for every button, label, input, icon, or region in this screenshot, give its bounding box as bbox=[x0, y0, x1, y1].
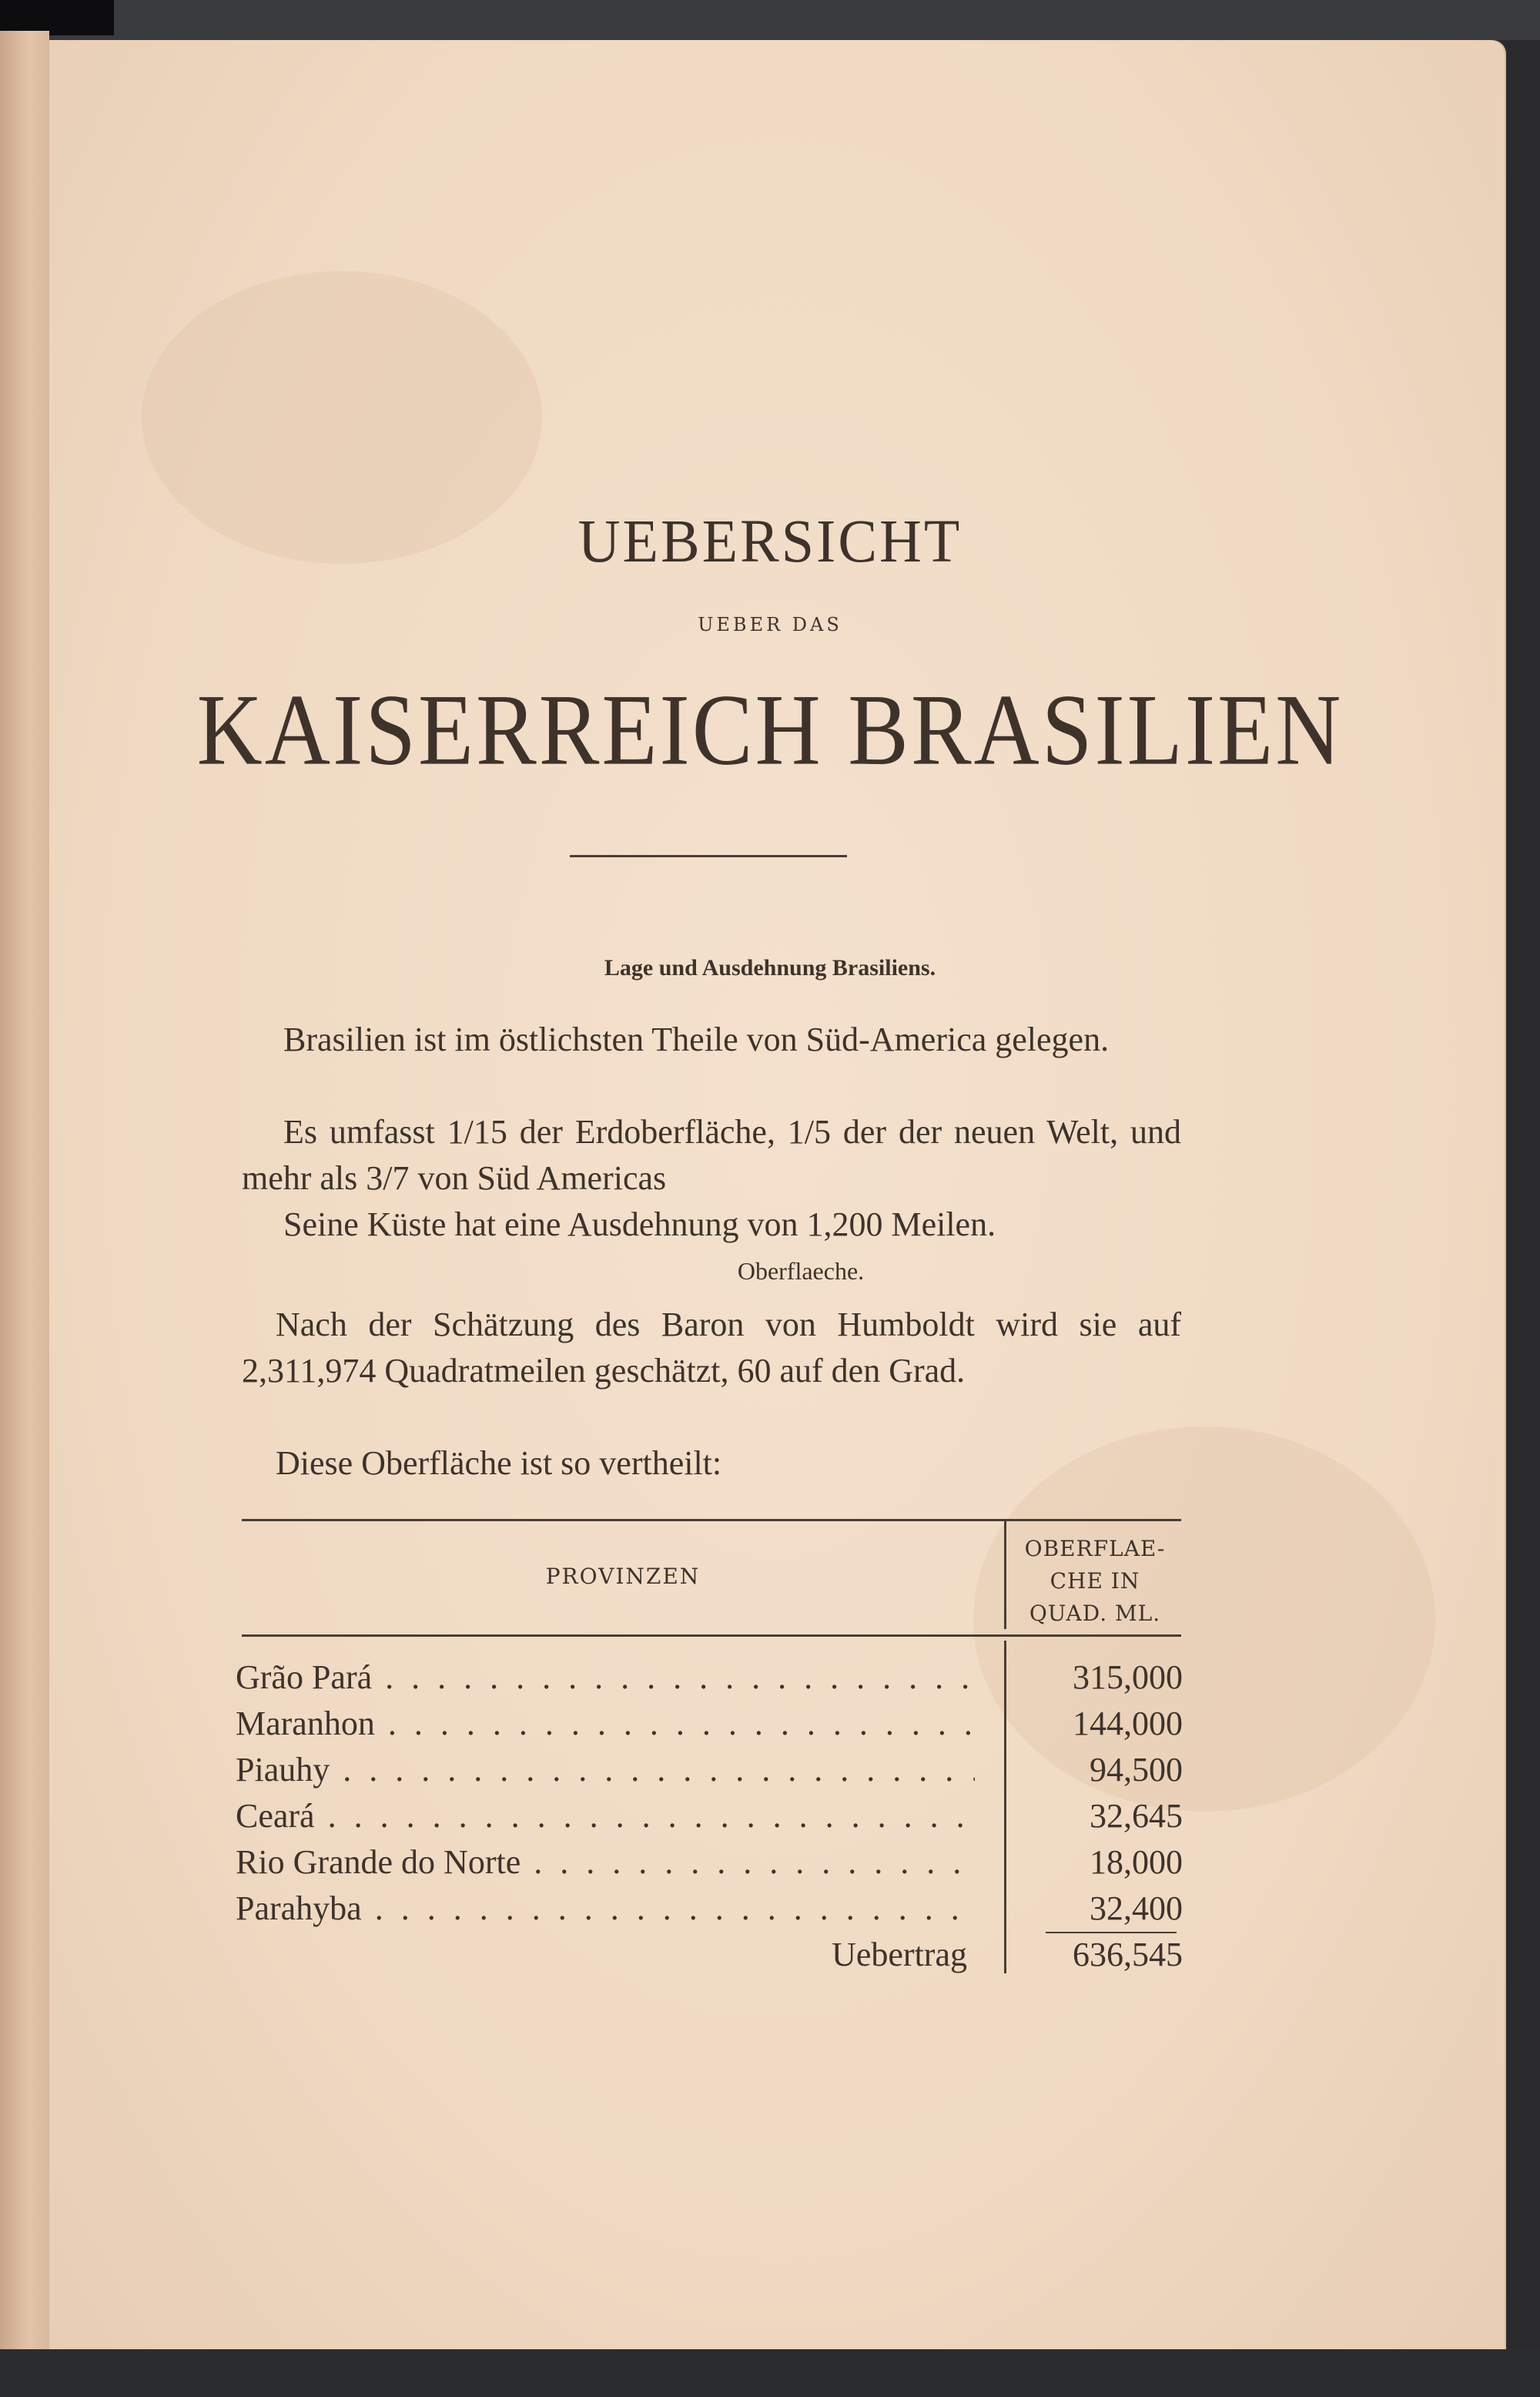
page-subtitle: UEBER DAS bbox=[698, 614, 842, 635]
main-title: KAISERREICH BRASILIEN bbox=[196, 673, 1344, 786]
header-area-line: OBERFLAE- bbox=[1024, 1536, 1166, 1561]
header-area-line: CHE IN bbox=[1050, 1568, 1140, 1594]
paragraph: Diese Oberfläche ist so vertheilt: bbox=[276, 1444, 722, 1482]
table-row bbox=[236, 1793, 1183, 1839]
province-name: Parahyba . . . bbox=[236, 1886, 975, 1932]
carry-label: Uebertrag bbox=[832, 1936, 967, 1973]
province-area: 18,000 bbox=[1090, 1843, 1183, 1881]
scan-top-border bbox=[0, 0, 1540, 40]
section-heading: Lage und Ausdehnung Brasiliens. bbox=[604, 955, 936, 981]
subsection-heading: Oberflaeche. bbox=[737, 1257, 865, 1285]
province-name: Rio Grande do Norte . . . bbox=[236, 1839, 975, 1886]
province-name: Grão Pará . . . bbox=[236, 1654, 975, 1701]
scan-bottom-border bbox=[0, 2349, 1540, 2397]
paragraph: Seine Küste hat eine Ausdehnung von 1,200 Meilen. bbox=[283, 1205, 996, 1243]
header-area bbox=[1009, 1533, 1181, 1630]
table-top-rule bbox=[242, 1519, 1181, 1521]
table-row bbox=[236, 1654, 1183, 1701]
table-row bbox=[236, 1886, 1183, 1932]
province-area: 94,500 bbox=[1090, 1751, 1183, 1789]
table-header-rule bbox=[242, 1634, 1181, 1637]
province-area: 32,645 bbox=[1090, 1797, 1183, 1835]
province-name: Ceará . . . bbox=[236, 1793, 975, 1839]
page-title: UEBERSICHT bbox=[578, 507, 962, 576]
title-divider bbox=[570, 855, 847, 857]
province-name: Maranhon . . . bbox=[236, 1701, 975, 1747]
table-row bbox=[236, 1701, 1183, 1747]
province-area: 144,000 bbox=[1073, 1705, 1183, 1742]
paragraph: Brasilien ist im östlichsten Theile von Süd-America gelegen. bbox=[283, 1021, 1110, 1058]
province-area: 315,000 bbox=[1073, 1658, 1183, 1696]
header-provinces: PROVINZEN bbox=[545, 1564, 701, 1589]
province-name: Piauhy . . . bbox=[236, 1747, 975, 1793]
left-page-edge bbox=[0, 31, 49, 2349]
table-row bbox=[236, 1839, 1183, 1886]
paragraph: Es umfasst 1/15 der Erdoberfläche, 1/5 der der neuen Welt, und mehr als 3/7 von Süd Americas bbox=[242, 1113, 1181, 1197]
header-area-line: QUAD. ML. bbox=[1029, 1601, 1161, 1626]
table-row bbox=[236, 1747, 1183, 1793]
paragraph: Nach der Schätzung des Baron von Humboldt wird sie auf 2,311,974 Quadratmeilen geschätzt, 60 auf den Grad. bbox=[242, 1306, 1181, 1390]
column-separator bbox=[1004, 1521, 1006, 1629]
carry-total: 636,545 bbox=[1073, 1936, 1183, 1973]
province-area: 32,400 bbox=[1090, 1889, 1183, 1927]
